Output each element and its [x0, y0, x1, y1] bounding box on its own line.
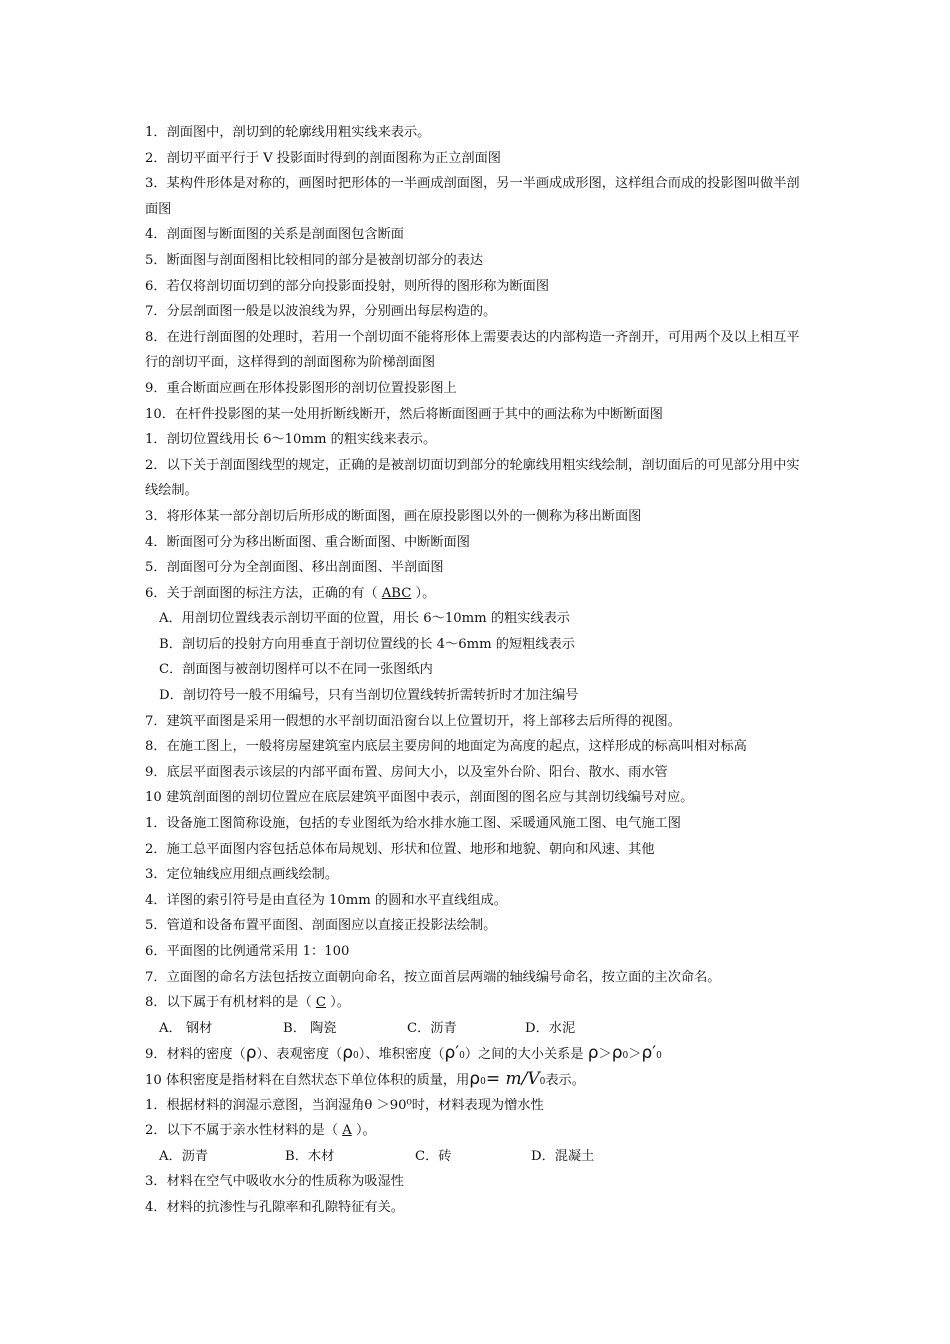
question-text: 10 体积密度是指材料在自然状态下单位体积的质量，用 — [145, 1072, 470, 1088]
text-line: 8．在进行剖面图的处理时，若用一个剖切面不能将形体上需要表达的内部构造一齐剖开，可用两个及以上相互平行的剖切平面，这样得到的剖面图称为阶梯剖面图 — [145, 329, 800, 371]
option-b: B． 陶瓷 — [283, 1020, 337, 1036]
option-d: D．水泥 — [525, 1020, 576, 1036]
subscript: 0 — [656, 1051, 662, 1062]
text-line: 2．施工总平面图内容包括总体布局规划、形状和位置、地形和地貌、朝向和风速、其他 — [145, 841, 655, 857]
text-line: 3．材料在空气中吸收水分的性质称为吸湿性 — [145, 1174, 404, 1190]
text-line: 6．若仅将剖切面切到的部分向投影面投射，则所得的图形称为断面图 — [145, 278, 550, 294]
comparison-symbol: ＞ — [628, 1047, 642, 1063]
density-symbol: ρ — [245, 1043, 257, 1064]
subscript: 0 — [539, 1076, 546, 1087]
text-line: 1．设备施工图简称设施，包括的专业图纸为给水排水施工图、采暖通风施工图、电气施工图 — [145, 816, 681, 832]
density-symbol: ρ′ — [444, 1043, 460, 1064]
options-row — [145, 1016, 810, 1042]
text-line: 2．以下关于剖面图线型的规定，正确的是被剖切面切到部分的轮廓线用粗实线绘制，剖切面后的可见部分用中实线绘制。 — [145, 457, 800, 499]
text-line: 3．定位轴线应用细点画线绘制。 — [145, 867, 339, 883]
option-a: A．用剖切位置线表示剖切平面的位置，用长 6～10mm 的粗实线表示 — [159, 611, 570, 627]
question-9 — [145, 1041, 810, 1067]
question-8 — [145, 990, 810, 1016]
subscript: 0 — [480, 1076, 486, 1087]
density-symbol: ρ — [587, 1043, 599, 1064]
question-text: ）。 — [411, 585, 436, 601]
text-line: 5．管道和设备布置平面图、剖面图应以直接正投影法绘制。 — [145, 918, 497, 934]
text-line: 7．建筑平面图是采用一假想的水平剖切面沿窗台以上位置切开，将上部移去后所得的视图。 — [145, 713, 681, 729]
answer-blank: ABC — [381, 585, 412, 601]
comparison-symbol: ＞ — [598, 1047, 612, 1063]
option-c: C．砖 — [415, 1148, 452, 1164]
text-line: 4．剖面图与断面图的关系是剖面图包含断面 — [145, 227, 404, 243]
option-d: D．剖切符号一般不用编号，只有当剖切位置线转折需转折时才加注编号 — [159, 688, 579, 704]
text-line: 3．将形体某一部分剖切后所形成的断面图，画在原投影图以外的一侧称为移出断面图 — [145, 508, 642, 524]
text-line: 5．剖面图可分为全剖面图、移出剖面图、半剖面图 — [145, 560, 444, 576]
option-c: C．剖面图与被剖切图样可以不在同一张图纸内 — [159, 662, 433, 678]
text-line: 1．剖切位置线用长 6～10mm 的粗实线来表示。 — [145, 432, 437, 448]
question-text: 6．关于剖面图的标注方法，正确的有（ — [145, 585, 382, 601]
option-c: C．沥青 — [407, 1020, 457, 1036]
text-line: 1．剖面图中，剖切到的轮廓线用粗实线来表示。 — [145, 125, 431, 140]
question-text: 8．以下属于有机材料的是（ — [145, 995, 316, 1011]
text-line: 3．某构件形体是对称的，画图时把形体的一半画成剖面图，另一半画成成形图，这样组合而成的投影图叫做半剖面图 — [145, 176, 800, 217]
question-2 — [145, 1118, 810, 1144]
text-line: 8．在施工图上，一般将房屋建筑室内底层主要房间的地面定为高度的起点，这样形成的标高叫相对标高 — [145, 739, 747, 755]
text-line: 10．在杆件投影图的某一处用折断线断开，然后将断面图画于其中的画法称为中断断面图 — [145, 406, 663, 422]
subscript: 0 — [353, 1051, 359, 1062]
density-symbol: ρ — [342, 1043, 354, 1064]
subscript: 0 — [622, 1051, 629, 1062]
question-text: ）、堆积密度（ — [358, 1047, 445, 1063]
question-text: 2．以下不属于亲水性材料的是（ — [145, 1123, 343, 1139]
option-b: B．剖切后的投射方向用垂直于剖切位置线的长 4～6mm 的短粗线表示 — [159, 636, 575, 652]
text-line: 5．断面图与剖面图相比较相同的部分是被剖切部分的表达 — [145, 252, 484, 268]
question-6 — [145, 581, 810, 607]
text-line: 4．材料的抗渗性与孔隙率和孔隙特征有关。 — [145, 1199, 404, 1215]
question-text: ）。 — [351, 1123, 376, 1139]
text-line: 2．剖切平面平行于 V 投影面时得到的剖面图称为正立剖面图 — [145, 150, 501, 166]
question-text: ）之间的大小关系是 — [464, 1047, 584, 1063]
document-body — [145, 120, 810, 1221]
text-line: 7．分层剖面图一般是以波浪线为界，分别画出每层构造的。 — [145, 304, 497, 320]
text-line: 6．平面图的比例通常采用 1：100 — [145, 944, 350, 959]
text-line: 9．底层平面图表示该层的内部平面布置、房间大小，以及室外台阶、阳台、散水、雨水管 — [145, 764, 668, 780]
question-text: 表示。 — [545, 1072, 585, 1088]
question-10 — [145, 1067, 810, 1093]
answer-blank: A — [342, 1123, 352, 1139]
text-line: 4．详图的索引符号是由直径为 10mm 的圆和水平直线组成。 — [145, 892, 507, 908]
subscript: 0 — [459, 1051, 465, 1062]
text-line: 4．断面图可分为移出断面图、重合断面图、中断断面图 — [145, 534, 470, 550]
text-line: 10 建筑剖面图的剖切位置应在底层建筑平面图中表示，剖面图的图名应与其剖切线编号对应。 — [145, 790, 694, 806]
text-line: 7．立面图的命名方法包括按立面朝向命名，按立面首层两端的轴线编号命名，按立面的主次命名。 — [145, 969, 721, 985]
text-line: 9．重合断面应画在形体投影图形的剖切位置投影图上 — [145, 380, 457, 396]
density-symbol: ρ — [469, 1068, 481, 1089]
question-text: 9．材料的密度（ — [145, 1047, 246, 1063]
formula: = m/V — [485, 1068, 540, 1089]
option-b: B．木材 — [285, 1148, 335, 1164]
question-text: ）。 — [325, 995, 350, 1011]
option-a: A．沥青 — [159, 1148, 209, 1164]
answer-blank: C — [315, 995, 326, 1011]
text-line: 1．根据材料的润湿示意图，当润湿角θ ＞90⁰时，材料表现为憎水性 — [145, 1097, 544, 1113]
density-symbol: ρ — [611, 1043, 623, 1064]
option-a: A． 钢材 — [159, 1020, 213, 1036]
density-symbol: ρ′ — [641, 1043, 657, 1064]
question-text: ）、表观密度（ — [256, 1047, 343, 1063]
options-row — [145, 1144, 810, 1170]
option-d: D．混凝土 — [531, 1148, 595, 1164]
